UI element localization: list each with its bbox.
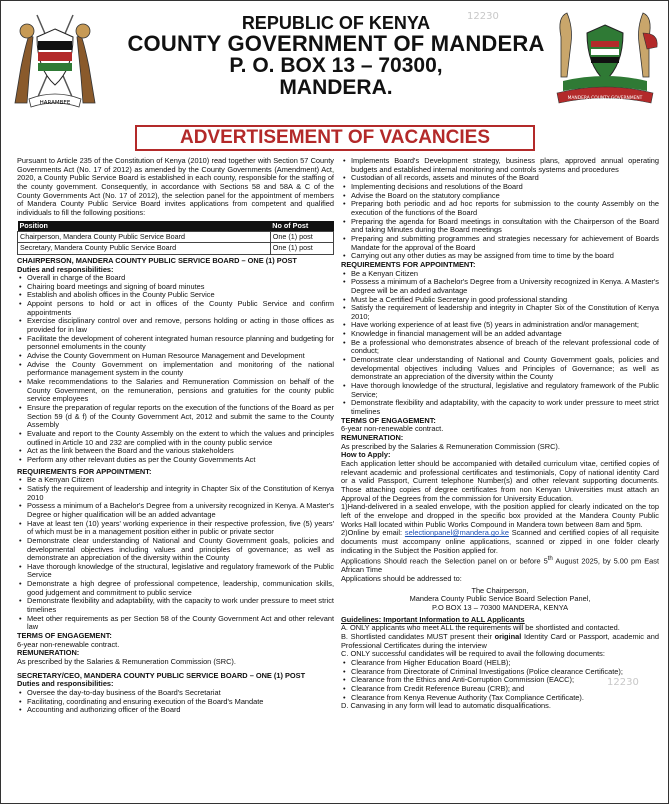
letterhead [121,13,551,99]
deadline-text: Applications Should reach the Selection panel on or before 5 [341,556,548,566]
deadline-text-end: August 2025, by 5.00 pm East African Time [341,556,659,575]
secretary-terms-heading: TERMS OF ENGAGEMENT: [341,415,436,425]
guideline-b-bold: original [494,631,522,641]
list-item: • Clearance from Kenya Revenue Authority (Tax Compliance Certificate). [341,694,659,703]
list-item: • Clearance from Directorate of Criminal Investigations (Police clearance Certificate); [341,668,659,677]
right-column [341,157,659,711]
list-item: • Be a Kenyan Citizen [341,270,659,279]
list-item: • Facilitating, coordinating and ensuring execution of the Board's Mandate [17,698,334,707]
list-item: • Preparing the agenda for Board meetings in consultation with the Chairperson of the Board and taking Minutes during the Board meetings [341,218,659,235]
list-item: • Overall in charge of the Board [17,274,334,283]
secretary-requirements-list [341,270,659,417]
table-cell: Secretary, Mandera County Public Service Board [18,243,271,254]
list-item: • Have working experience of at least five (5) years in administration and/or management; [341,321,659,330]
list-item: • Perform any other relevant duties as per the County Governments Act [17,456,334,465]
apply-paragraph-hand-delivery: 1)Hand-delivered in a sealed envelope, with the position applied for clearly indicated on the top left of the envelope and dropped in the specific box provided at the Mandera County Public Works Hall located within Public Works Compound in Mandera town between 8am and 5pm. [341,502,659,529]
guideline-b [341,633,659,650]
chair-duties-list [17,274,334,464]
secretary-duties-list-right [341,157,659,261]
address-line: Mandera County Public Service Board Selection Panel, [409,594,591,604]
list-item: • Make recommendations to the Salaries and Remuneration Commission on behalf of the County Government, on the remuneration, pensions and gratuities for the county public service employees [17,378,334,404]
guideline-b-text-end: Identity Card or Passport, academic and Professional Certificates during the interview [341,631,659,650]
list-item: • Accounting and authorizing officer of the Board [17,706,334,715]
reference-number-bottom: 12230 [607,677,639,688]
left-column [17,157,334,715]
list-item: • Appoint persons to hold or act in offices of the County Public Service and confirm appointments [17,300,334,317]
secretary-duties-list-left [17,689,334,715]
list-item: • Establish and abolish offices in the County Public Service [17,291,334,300]
online-prefix: 2)Online by email: [341,528,405,538]
chair-requirements-heading: REQUIREMENTS FOR APPOINTMENT: [17,466,152,476]
chair-terms: 6-year non-renewable contract. [17,639,120,649]
address-intro: Applications should be addressed to: [341,573,462,583]
list-item: • Knowledge in financial management will be an added advantage [341,330,659,339]
chair-requirements-list [17,476,334,632]
guideline-a: A. ONLY applicants who meet ALL the requirements will be shortlisted and contacted. [341,623,620,633]
online-suffix: Scanned and certified copies of all requisite documents must accompany online applications, scanned or zipped in one folder clearly indicating in the Subject the Position applied for. [341,528,659,555]
list-item: • Have at least ten (10) years' working experience in their respective profession, five (5) years' of which must be in a management position either in public or private sector [17,520,334,537]
list-item: • Exercise disciplinary control over and remove, persons holding or acting in those offices as provided for in law [17,317,334,334]
town: MANDERA. [279,76,393,99]
list-item: • Implements Board's Development strategy, business plans, approved annual operating budgets and established internal monitoring and controls systems and procedures [341,157,659,174]
county-title: COUNTY GOVERNMENT OF MANDERA [127,31,545,56]
how-to-apply-heading: How to Apply: [341,450,391,460]
list-item: • Must be a Certified Public Secretary in good professional standing [341,296,659,305]
list-item: • Have thorough knowledge of the structural, legislative and regulatory framework of the Public Service; [341,382,659,399]
email-link[interactable]: selectionpanel@mandera.go.ke [404,528,509,538]
list-item: • Oversee the day-to-day business of the Board's Secretariat [17,689,334,698]
chair-remuneration-heading: REMUNERATION: [17,648,80,658]
list-item: • Demonstrate clear understanding of National and County Government goals, policies and developmental objectives including Values and Principles of Governance; as well as demonstrate an appreciation of the diversity within the County [341,356,659,382]
list-item: • Have thorough knowledge of the structural, legislative and regulatory framework of the Public Service [17,563,334,580]
list-item: • Chairing board meetings and signing of board minutes [17,283,334,292]
table-cell: One (1) post [270,243,333,254]
apply-paragraph-online [341,529,659,555]
emblem-motto: HARAMBEE [39,100,71,106]
table-header-position: Position [18,221,271,232]
deadline-sup: th [547,555,553,563]
postal-box: P. O. BOX 13 – 70300, [229,54,443,77]
list-item: • Satisfy the requirement of leadership and integrity in Chapter Six of the Constitution of Kenya 2010; [341,304,659,321]
positions-table [17,221,334,255]
table-cell: One (1) post [270,232,333,243]
kenya-coat-of-arms-icon [7,7,103,113]
list-item: • Implementing decisions and resolutions of the Board [341,183,659,192]
list-item: • Custodian of all records, assets and minutes of the Board [341,174,659,183]
address-line: The Chairperson, [471,585,529,595]
table-row [18,232,334,243]
list-item: • Demonstrate flexibility and adaptability, with the capacity to work under pressure to meet strict timelines [17,597,334,614]
list-item: • Possess a minimum of a Bachelor's Degree from a university recognized in Kenya. A Master's Degree or higher qualification will be an added advantage [17,502,334,519]
list-item: • Demonstrate clear understanding of National and County Government goals, policies and developmental objectives including values and principles of governance; as well as demonstrate an appreciation of the diversity within the County [17,537,334,563]
list-item: • Preparing both periodic and ad hoc reports for submission to the county Assembly on the execution of the functions of the Board [341,200,659,217]
address-line: P.O BOX 13 – 70300 MANDERA, KENYA [431,602,569,612]
vacancies-banner: ADVERTISEMENT OF VACANCIES [135,125,535,151]
list-item: • Meet other requirements as per Section 58 of the County Government Act and other relevant law [17,615,334,632]
table-header-posts: No of Post [270,221,333,232]
deadline [341,555,659,575]
republic-title: REPUBLIC OF KENYA [241,13,431,33]
list-item: • Be a Kenyan Citizen [17,476,334,485]
chair-duties-heading: Duties and responsibilities: [17,264,114,274]
list-item: • Demonstrate a high degree of professional competence, leadership, communication skills, good judgement and commitment to public service [17,580,334,597]
secretary-duties-heading: Duties and responsibilities: [17,679,114,689]
secretary-requirements-heading: REQUIREMENTS FOR APPOINTMENT: [341,259,476,269]
list-item: • Demonstrate flexibility and adaptability, with the capacity to work under pressure to meet strict timelines [341,399,659,416]
list-item: • Carrying out any other duties as may be assigned from time to time by the board [341,252,659,261]
guidelines-heading: Guidelines: Important Information to ALL Applicants [341,614,525,624]
secretary-title: SECRETARY/CEO, MANDERA COUNTY PUBLIC SERVICE BOARD – ONE (1) POST [17,670,306,680]
secretary-remuneration-heading: REMUNERATION: [341,433,404,442]
emblem-ribbon-text: MANDERA COUNTY GOVERNMENT [567,96,643,101]
apply-paragraph-documents: Each application letter should be accompanied with detailed curriculum vitae, certified copies of relevant academic and professional certificates and testimonials, Copy of national identity Card or a valid Passport, Current telephone Number(s) and other relevant supporting documents. Those attaching copies of degree certificates from non Kenyan Universities must attach an Approval of the Degrees from the commission for University Education. [341,458,659,503]
list-item: • Act as the link between the Board and the various stakeholders [17,447,334,456]
list-item: • Clearance from the Ethics and Anti-Corruption Commission (EACC); [341,676,659,685]
secretary-remuneration: As prescribed by the Salaries & Remuneration Commission (SRC). [341,441,560,451]
reference-number: 12230 [467,11,499,22]
chair-title: CHAIRPERSON, MANDERA COUNTY PUBLIC SERVICE BOARD – ONE (1) POST [17,255,297,265]
list-item: • Evaluate and report to the County Assembly on the extent to which the values and principles outlined in Article 10 and 232 are complied with in the county public service [17,430,334,447]
table-row [18,243,334,254]
secretary-terms: 6-year non-renewable contract. [341,424,444,434]
guideline-b-text: B. Shortlisted candidates MUST present their [341,631,495,641]
list-item: • Advise the County Government on Human Resource Management and Development [17,352,334,361]
guideline-c: C. ONLY successful candidates will be required to avail the following documents: [341,649,605,659]
guideline-d: D. Canvasing in any form will lead to automatic disqualifications. [341,701,551,711]
list-item: • Advise the County Government on implementation and monitoring of the national performance management system in the county [17,361,334,378]
chair-terms-heading: TERMS OF ENGAGEMENT: [17,631,112,641]
mandera-county-emblem-icon [547,7,663,113]
chair-remuneration: As prescribed by the Salaries & Remuneration Commission (SRC). [17,657,236,667]
list-item: • Clearance from Credit Reference Bureau (CRB); and [341,685,659,694]
list-item: • Be a professional who demonstrates absence of breach of the relevant professional code of conduct; [341,339,659,356]
list-item: • Possess a minimum of a Bachelor's Degree from a University recognized in Kenya. A Master's Degree will be an added advantage [341,278,659,295]
table-cell: Chairperson, Mandera County Public Service Board [18,232,271,243]
list-item: • Satisfy the requirement of leadership and integrity in Chapter Six of the Constitution of Kenya 2010 [17,485,334,502]
list-item: • Ensure the preparation of regular reports on the execution of the functions of the Board as per Section 59 (d & f) of the County Government Act, 2012 and submit the same to the County Assembly [17,404,334,430]
list-item: • Clearance from Higher Education Board (HELB); [341,659,659,668]
intro-paragraph: Pursuant to Article 235 of the Constitution of Kenya (2010) read together with Section 57 County Governments Act (No. 17 of 2012) as amended by the County Governments (Amendment) Act, 2020, a County Public Service Board is established in each county, responsible for the staffing of the county government. Consequently, in accordance with Sections 58 and 58A & C of the County Governments Act (No. 17 of 2012), the selection panel for the appointment of members of Mandera County Public Service Board invites applications from competent and qualified individuals to fill the following positions: [17,156,334,217]
list-item: • Advise the Board on the statutory compliance [341,192,659,201]
list-item: • Facilitate the development of coherent integrated human resource planning and budgeting for personnel emoluments in the county [17,335,334,352]
list-item: • Preparing and submitting programmes and strategies necessary for achievement of Boards Mandate for the approval of the Board [341,235,659,252]
